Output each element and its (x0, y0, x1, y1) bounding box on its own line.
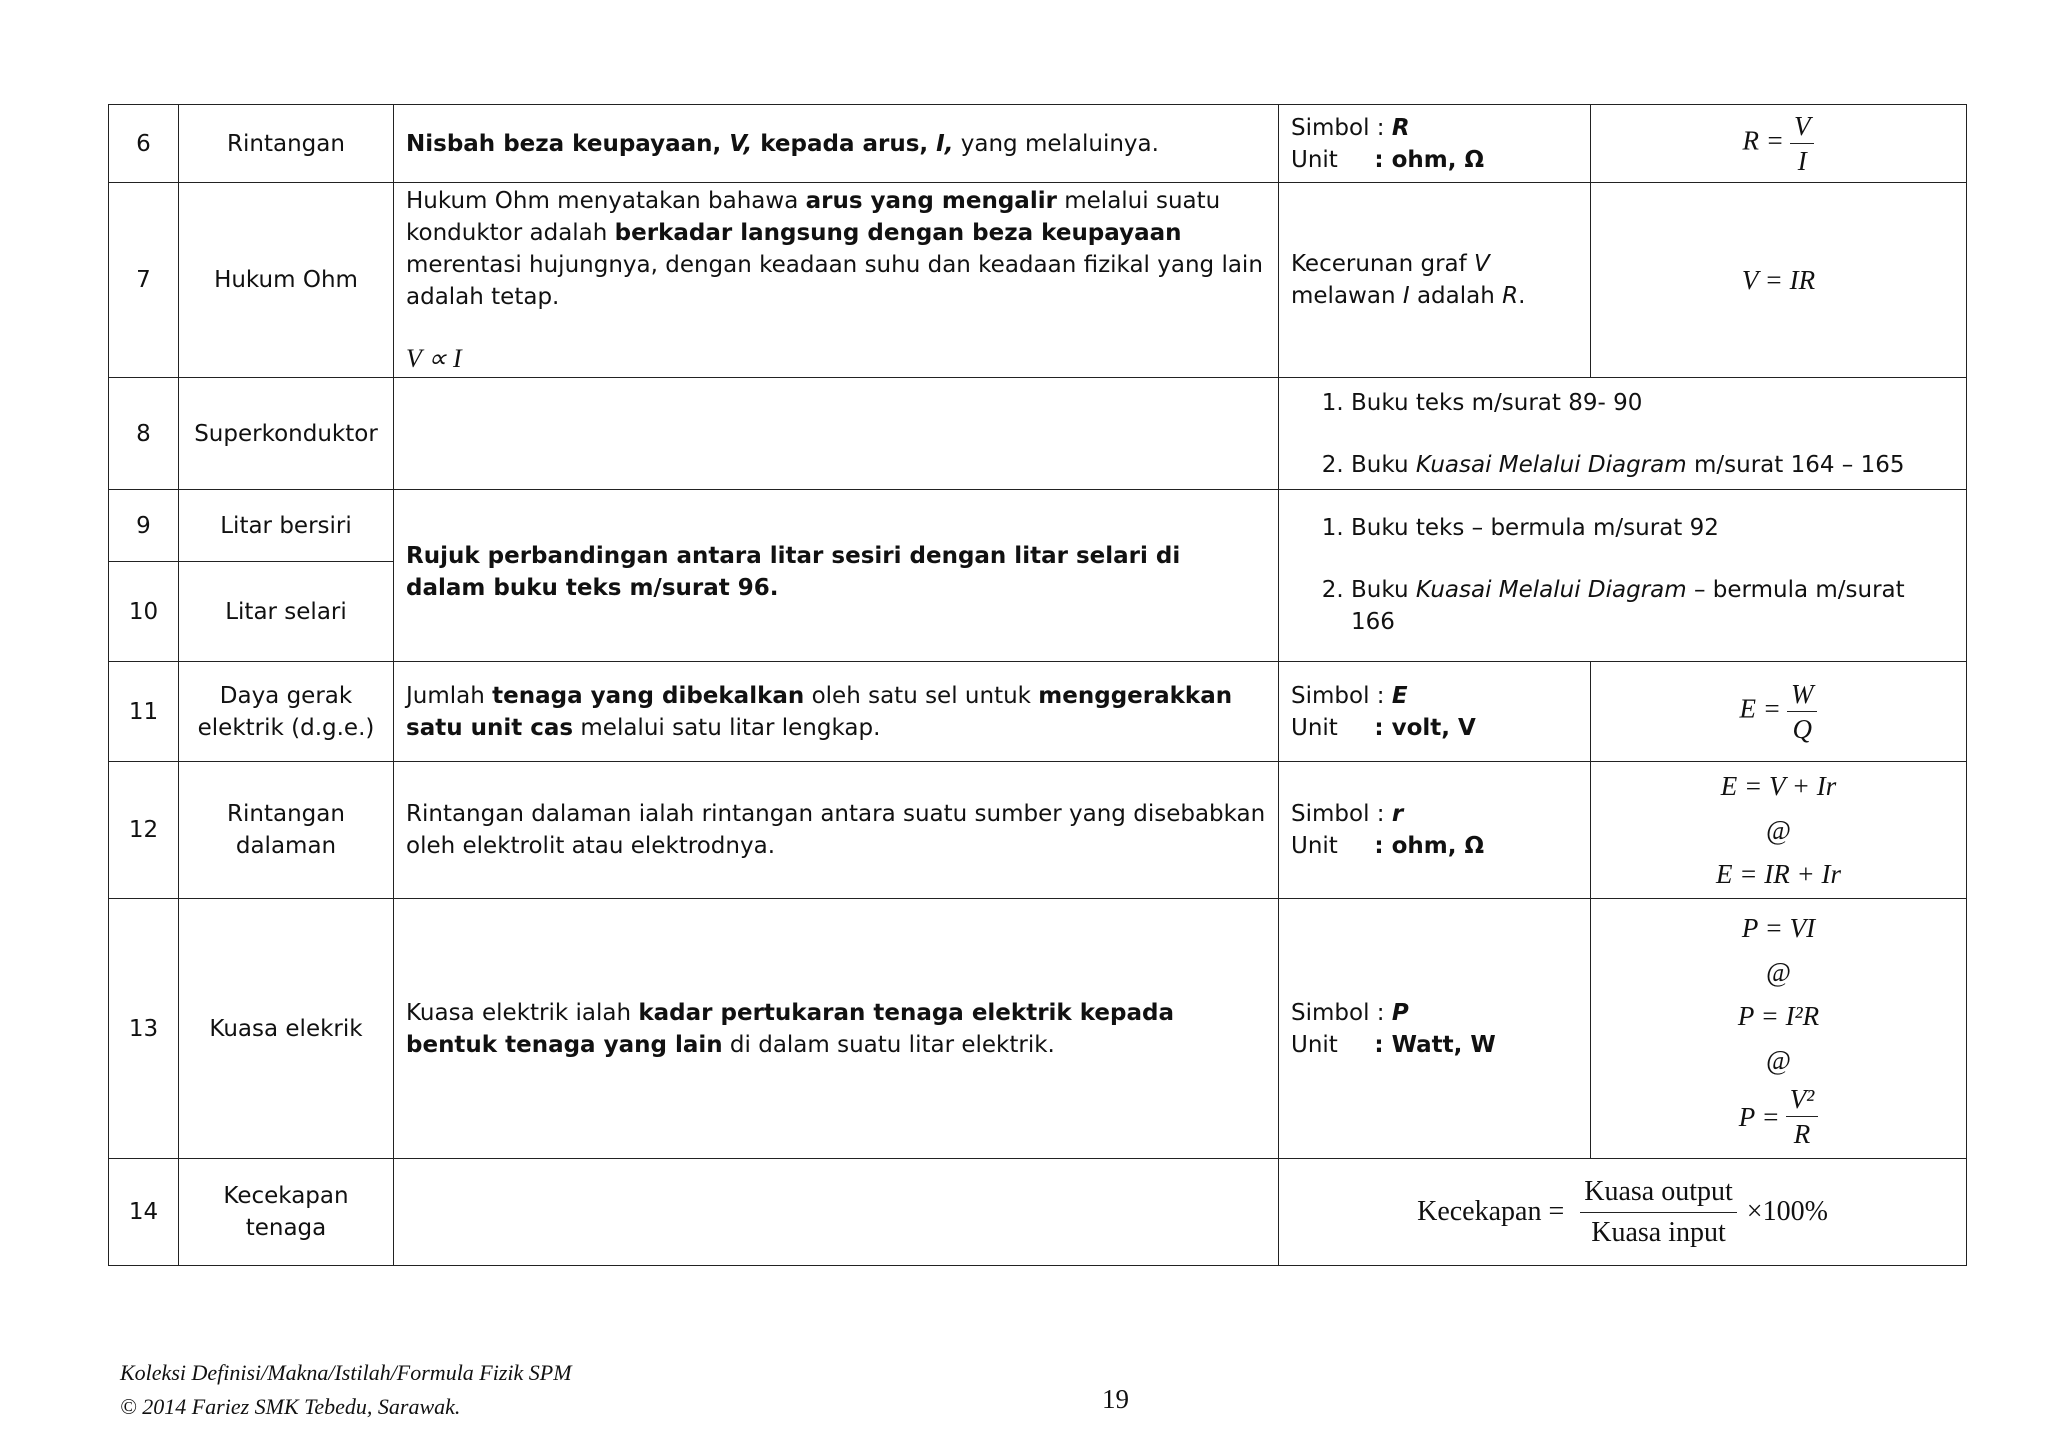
references (1279, 490, 1967, 662)
formula: E = $\frac{W}{Q}$ (1591, 662, 1967, 762)
symbol-unit: Simbol : E Unit : volt, V (1279, 662, 1591, 762)
symbol-unit: Simbol : R Unit : ohm, Ω (1279, 105, 1591, 183)
formula: R = $\frac{V}{I}$ (1591, 105, 1967, 183)
footer (120, 1356, 572, 1424)
row-number: 12 (109, 762, 179, 899)
references (1279, 378, 1967, 490)
list-item: 2. Buku Kuasai Melalui Diagram – bermula m/surat 166 (1351, 574, 1954, 638)
table-row (109, 762, 1967, 899)
note: Kecerunan graf V melawan I adalah R. (1279, 183, 1591, 378)
row-number: 6 (109, 105, 179, 183)
table-row (109, 490, 1967, 562)
term: Rintangan (179, 105, 394, 183)
table-row (109, 378, 1967, 490)
page-number: 19 (1102, 1384, 1129, 1414)
formula: Kecekapan = $\frac{\text{Kuasa output}}{\text{Kuasa input}}$ ×100% (1279, 1159, 1967, 1266)
term: Hukum Ohm (179, 183, 394, 378)
definitions-table (108, 104, 1967, 1266)
definition: Jumlah tenaga yang dibekalkan oleh satu sel untuk menggerakkan satu unit cas melalui satu litar lengkap. (394, 662, 1279, 762)
definition (394, 1159, 1279, 1266)
definition: Kuasa elektrik ialah kadar pertukaran tenaga elektrik kepada bentuk tenaga yang lain di dalam suatu litar elektrik. (394, 899, 1279, 1159)
term: Superkonduktor (179, 378, 394, 490)
term: Litar selari (179, 562, 394, 662)
formula: E = V + Ir @ E = IR + Ir (1591, 762, 1967, 899)
table-row (109, 662, 1967, 762)
table-row (109, 899, 1967, 1159)
row-number: 9 (109, 490, 179, 562)
list-item: 2. Buku Kuasai Melalui Diagram m/surat 164 – 165 (1351, 449, 1954, 481)
formula: V = IR (1591, 183, 1967, 378)
footer-title: Koleksi Definisi/Makna/Istilah/Formula Fizik SPM (120, 1360, 572, 1385)
row-number: 7 (109, 183, 179, 378)
list-item: 1. Buku teks m/surat 89- 90 (1351, 387, 1954, 419)
table-row (109, 183, 1967, 378)
row-number: 10 (109, 562, 179, 662)
term: Kuasa elekrik (179, 899, 394, 1159)
row-number: 13 (109, 899, 179, 1159)
row-number: 8 (109, 378, 179, 490)
row-number: 11 (109, 662, 179, 762)
term: Rintangan dalaman (179, 762, 394, 899)
definition: Rujuk perbandingan antara litar sesiri dengan litar selari di dalam buku teks m/surat 96. (394, 490, 1279, 662)
formula: P = VI @ P = I²R @ P = $\frac{\text{V²}}{R}$ (1591, 899, 1967, 1159)
footer-copyright: © 2014 Fariez SMK Tebedu, Sarawak. (120, 1394, 461, 1419)
definition: Hukum Ohm menyatakan bahawa arus yang mengalir melalui suatu konduktor adalah berkadar langsung dengan beza keupayaan merentasi hujungnya, dengan keadaan suhu dan keadaan fizikal yang lain adalah tetap. V ∝ I (394, 183, 1279, 378)
symbol-unit: Simbol : r Unit : ohm, Ω (1279, 762, 1591, 899)
row-number: 14 (109, 1159, 179, 1266)
definition: Rintangan dalaman ialah rintangan antara suatu sumber yang disebabkan oleh elektrolit atau elektrodnya. (394, 762, 1279, 899)
symbol-unit: Simbol : P Unit : Watt, W (1279, 899, 1591, 1159)
ohm-proportionality: V ∝ I (406, 344, 462, 373)
list-item: 1. Buku teks – bermula m/surat 92 (1351, 512, 1954, 544)
table-row (109, 1159, 1967, 1266)
term: Daya gerak elektrik (d.g.e.) (179, 662, 394, 762)
definition (394, 378, 1279, 490)
table-row (109, 105, 1967, 183)
term: Litar bersiri (179, 490, 394, 562)
definition: Nisbah beza keupayaan, V, kepada arus, I, yang melaluinya. (394, 105, 1279, 183)
term: Kecekapan tenaga (179, 1159, 394, 1266)
